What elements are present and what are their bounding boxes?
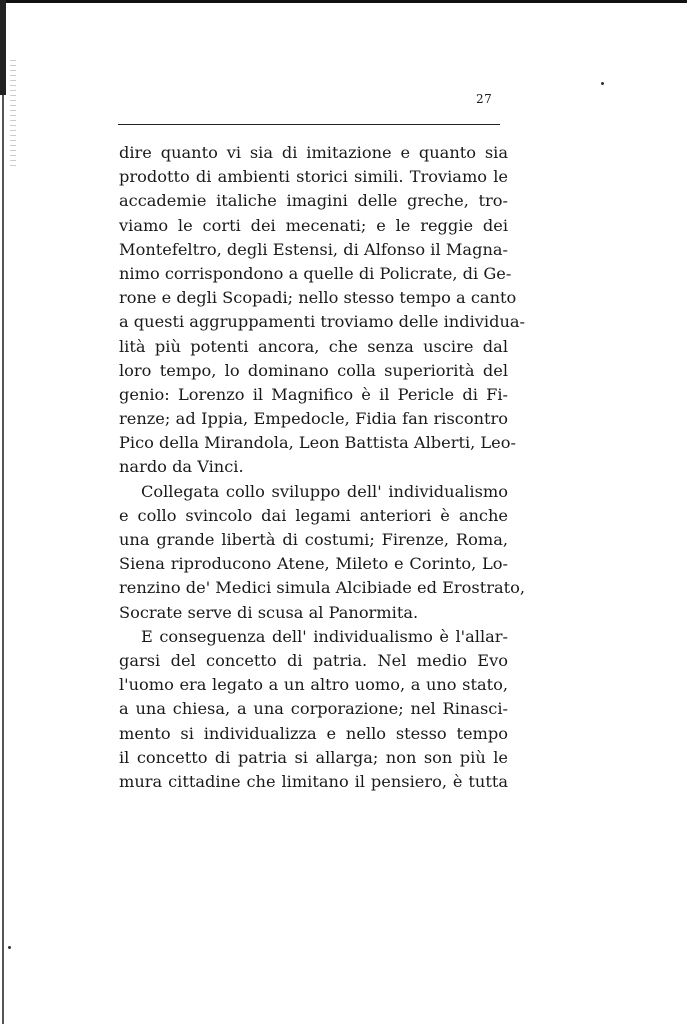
text-line: nimo corrispondono a quelle di Policrate, di Ge- [119, 263, 512, 283]
text-line: loro tempo, lo dominano colla superiorità del [119, 360, 508, 380]
text-line: e collo svincolo dai legami anteriori è anche [119, 505, 508, 525]
text-line: dire quanto vi sia di imitazione e quanto sia [119, 143, 508, 162]
page-binding-edge [0, 0, 6, 95]
text-line: nardo da Vinci. [119, 457, 244, 477]
text-line: una grande libertà di costumi; Firenze, Roma, [119, 530, 508, 549]
text-line: a una chiesa, a una corporazione; nel Rinasci- [119, 699, 508, 719]
text-line: genio: Lorenzo il Magnifico è il Pericle di Fi- [119, 384, 508, 404]
scan-speckle [10, 60, 16, 170]
text-line: prodotto di ambienti storici simili. Troviamo le [119, 167, 508, 187]
page-top-edge [0, 0, 687, 3]
text-line: a questi aggruppamenti troviamo delle individua- [119, 312, 525, 332]
paragraph [119, 480, 525, 625]
body-text [119, 141, 525, 794]
text-line: Pico della Mirandola, Leon Battista Alberti, Leo- [119, 433, 516, 453]
text-line: renzino de' Medici simula Alcibiade ed Erostrato, [119, 578, 525, 598]
page-left-border [2, 95, 4, 1024]
text-line: viamo le corti dei mecenati; e le reggie dei [119, 215, 508, 235]
text-line: l'uomo era legato a un altro uomo, a uno stato, [119, 675, 508, 695]
text-line: accademie italiche imagini delle greche, tro- [119, 191, 508, 211]
text-line: mento si individualizza e nello stesso tempo [119, 723, 508, 743]
scan-dot [8, 946, 11, 949]
text-line: E conseguenza dell' individualismo è l'allar- [141, 626, 508, 646]
text-line: garsi del concetto di patria. Nel medio Evo [119, 650, 508, 670]
text-line: rone e degli Scopadi; nello stesso tempo a canto [119, 288, 517, 308]
paragraph [119, 141, 525, 480]
text-line: lità più potenti ancora, che senza uscire dal [119, 336, 508, 356]
header-rule [118, 124, 500, 125]
paragraph [119, 625, 508, 794]
text-line: Siena riproducono Atene, Mileto e Corinto, Lo- [119, 554, 508, 574]
text-line: Socrate serve di scusa al Panormita. [119, 602, 419, 622]
page-number: 27 [476, 92, 493, 106]
text-line: mura cittadine che limitano il pensiero, è tutta [119, 771, 508, 791]
text-line: il concetto di patria si allarga; non son più le [119, 747, 508, 767]
text-line: Montefeltro, degli Estensi, di Alfonso il Magna- [119, 239, 508, 259]
text-line: renze; ad Ippia, Empedocle, Fidia fan riscontro [119, 409, 508, 429]
scan-dot [601, 82, 604, 85]
text-line: Collegata collo sviluppo dell' individualismo [141, 481, 508, 501]
